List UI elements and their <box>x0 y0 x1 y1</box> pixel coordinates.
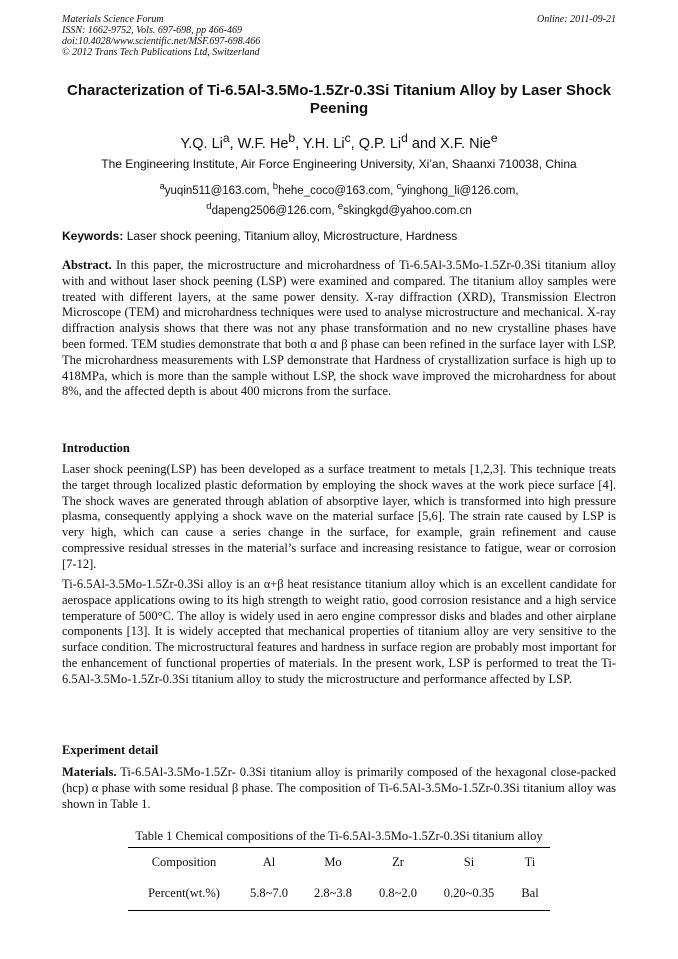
introduction-heading: Introduction <box>62 441 130 455</box>
table-caption: Table 1 Chemical compositions of the Ti-6.5Al-3.5Mo-1.5Zr-0.3Si titanium alloy <box>135 829 543 843</box>
table-header-cell: Zr <box>392 855 404 870</box>
email-c[interactable]: yinghong_li@126.com, <box>401 184 519 197</box>
table-cell: 0.8~2.0 <box>378 886 417 901</box>
affiliation: The Engineering Institute, Air Force Engineering University, Xi’an, Shaanxi 710038, China <box>101 157 577 171</box>
journal-name: Materials Science Forum <box>62 14 164 25</box>
table-header-cell: Composition <box>151 855 217 870</box>
doi-line: doi:10.4028/www.scientific.net/MSF.697-698.466 <box>62 36 261 47</box>
author-emails: $^a$yuqin511@163.com, $^b$hehe_coco@163.com, $^c$yinghong_li@126.com, $^d$dapeng2506@126.com, $^e$skingkgd@yahoo.com.cn <box>159 181 519 217</box>
table-header-cell: Ti <box>524 855 536 870</box>
table-header-cell: Si <box>463 855 475 870</box>
table-cell: Percent(wt.%) <box>148 886 220 901</box>
composition-table <box>128 847 550 911</box>
introduction-paragraph-1: Laser shock peening(LSP) has been developed as a surface treatment to metals [1,2,3]. This technique treats the target through localized plastic deformation by employing the shock waves at the work piece surface [4]. The shock waves are generated through ablation of absorptive layer, which is transformed into high pressure plasma, consequently applying a shock wave on the material surface [5,6]. The strain rate caused by LSP is very high, which can cause a series change in the surface, for example, grain refinement and cause compressive residual stresses in the material’s surface and increasing resistance to fatigue, wear or corrosion [7-12]. <box>62 462 616 571</box>
abstract <box>62 258 616 400</box>
materials-text: Ti-6.5Al-3.5Mo-1.5Zr- 0.3Si titanium alloy is primarily composed of the hexagonal close-packed (hcp) α phase with some residual β phase. The composition of Ti-6.5Al-3.5Mo-1.5Zr-0.3Si titanium alloy was shown in Table 1. <box>62 765 616 811</box>
table-header-cell: Al <box>262 855 276 870</box>
journal-header <box>62 14 616 58</box>
copyright-line: © 2012 Trans Tech Publications Ltd, Switzerland <box>62 47 260 58</box>
email-b[interactable]: hehe_coco@163.com, <box>278 184 397 197</box>
paper-title: Characterization of Ti-6.5Al-3.5Mo-1.5Zr-0.3Si Titanium Alloy by Laser Shock Peening <box>66 82 612 117</box>
table-cell: 0.20~0.35 <box>443 886 495 901</box>
email-e[interactable]: skingkgd@yahoo.com.cn <box>343 204 472 217</box>
table-header-cell: Mo <box>324 855 342 870</box>
email-a[interactable]: yuqin511@163.com, <box>164 184 273 197</box>
keywords <box>62 229 616 244</box>
materials-paragraph <box>62 765 616 812</box>
author: Y.Q. Li$^a$, <box>180 131 238 152</box>
author: W.F. He$^b$, <box>237 131 303 152</box>
issn-line: ISSN: 1662-9752, Vols. 697-698, pp 466-469 <box>62 25 242 36</box>
table-cell: Bal <box>521 886 539 901</box>
author: X.F. Nie$^e$ <box>440 131 498 152</box>
introduction-paragraph-2: Ti-6.5Al-3.5Mo-1.5Zr-0.3Si alloy is an α+β heat resistance titanium alloy which is an excellent candidate for aerospace applications owing to its high strength to weight ratio, good corrosion resistance and a high service temperature of 500°C. The alloy is widely used in aero engine compressor disks and blades and other airplane components [13]. It is widely accepted that mechanical properties of titanium alloy are very sensitive to the surface condition. The microstructural features and hardness in surface region are probably most important for the enhancement of functional properties of materials. In the present work, LSP is performed to treat the Ti-6.5Al-3.5Mo-1.5Zr-0.3Si titanium alloy to study the microstructure and performance affected by LSP. <box>62 577 616 686</box>
table-row <box>128 878 550 911</box>
author-list <box>62 129 616 153</box>
keywords-label: Keywords: <box>62 229 124 243</box>
experiment-heading: Experiment detail <box>62 743 159 757</box>
keywords-text: Laser shock peening, Titanium alloy, Microstructure, Hardness <box>123 229 458 243</box>
abstract-text: In this paper, the microstructure and microhardness of Ti-6.5Al-3.5Mo-1.5Zr-0.3Si titanium alloy with and without laser shock peening (LSP) were examined and compared. The titanium alloy samples were treated with different layers, at the same power density. X-ray diffraction (XRD), Transmission Electron Microscope (TEM) and microhardness techniques were used to analyse microstructure and mechanical. X-ray diffraction analysis shows that there was not any phase transformation and no new crystalline phases have been formed. TEM studies demonstrate that both α and β phase can been refined in the surface layer with LSP. The microhardness measurements with LSP demonstrate that Hardness of crystallization surface is high up to 418MPa, which is more than the sample without LSP, the shock wave improved the microhardness for about 8%, and the affected depth is about 400 microns from the surface. <box>62 258 616 399</box>
materials-label: Materials. <box>62 765 117 779</box>
table-cell: 2.8~3.8 <box>313 886 352 901</box>
table-header-row <box>128 848 550 878</box>
table-cell: 5.8~7.0 <box>249 886 288 901</box>
email-d[interactable]: dapeng2506@126.com, <box>211 204 338 217</box>
abstract-label: Abstract. <box>62 258 112 272</box>
author: Q.P. Li$^d$ and <box>358 131 441 152</box>
author: Y.H. Li$^c$, <box>302 131 359 152</box>
online-date: Online: 2011-09-21 <box>537 14 616 25</box>
